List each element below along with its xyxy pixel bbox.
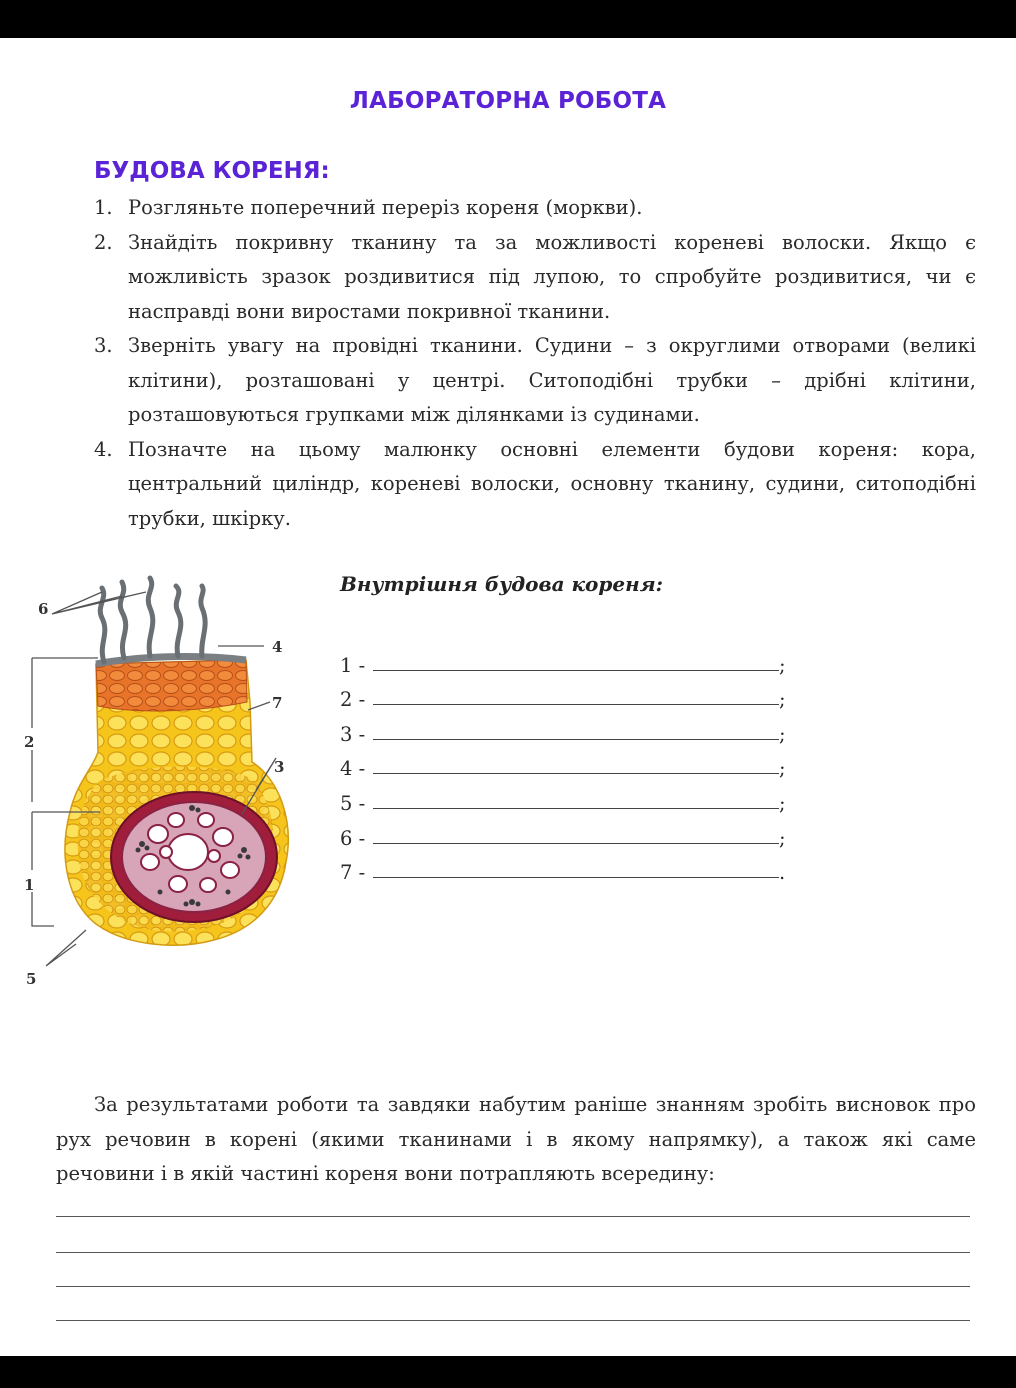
instruction-item	[94, 433, 976, 537]
outer-cortex-layer	[96, 660, 247, 711]
answer-row	[340, 815, 800, 850]
answer-label: 1 -	[340, 653, 372, 677]
answer-list	[340, 642, 800, 884]
answer-punct: ;	[779, 826, 786, 850]
diagram-label-4: 4	[272, 638, 283, 656]
answer-punct: ;	[779, 757, 786, 781]
step-text: Позначте на цьому малюнку основні елементи будови кореня: кора, центральний циліндр, кореневі волоски, основну тканину, судини, ситоподібні трубки, шкірку.	[128, 437, 976, 530]
writing-line[interactable]	[56, 1252, 970, 1253]
diagram-label-1: 1	[24, 876, 35, 894]
answer-row	[340, 780, 800, 815]
instruction-item	[94, 329, 976, 433]
writing-line[interactable]	[56, 1320, 970, 1321]
step-number: 2.	[94, 230, 113, 254]
answer-row	[340, 850, 800, 885]
step-number: 3.	[94, 334, 113, 357]
answer-row	[340, 642, 800, 677]
answer-row	[340, 677, 800, 712]
worksheet-page	[0, 38, 1016, 1356]
root-hairs	[100, 578, 205, 662]
step-text: Знайдіть покривну тканину та за можливості кореневі волоски. Якщо є можливість зразок роздивитися під лупою, то спробуйте роздивитися, чи є насправді вони виростами покривної тканини.	[128, 230, 976, 323]
answer-punct: ;	[779, 653, 786, 677]
answer-blank[interactable]	[373, 751, 779, 774]
writing-line[interactable]	[56, 1286, 970, 1287]
answer-blank[interactable]	[373, 786, 779, 809]
answer-label: 3 -	[340, 722, 372, 746]
root-cross-section-diagram	[18, 552, 318, 988]
writing-line[interactable]	[56, 1216, 970, 1217]
step-text: Зверніть увагу на провідні тканини. Судини – з округлими отворами (великі клітини), розташовані у центрі. Ситоподібні трубки – дрібні клітини, розташовуються групками між ділянками із судинами.	[128, 334, 976, 426]
step-number: 4.	[94, 437, 113, 461]
answer-blank[interactable]	[373, 821, 779, 844]
answer-blank[interactable]	[373, 682, 779, 705]
answer-punct: .	[779, 861, 786, 885]
diagram-label-6: 6	[38, 600, 49, 618]
section-title: БУДОВА КОРЕНЯ:	[94, 158, 330, 184]
instruction-item	[94, 226, 976, 330]
answer-blank[interactable]	[373, 648, 779, 671]
answer-label: 2 -	[340, 688, 372, 712]
answer-blank[interactable]	[373, 717, 779, 740]
answer-blank[interactable]	[373, 855, 779, 878]
diagram-label-5: 5	[26, 970, 37, 988]
answer-row	[340, 711, 800, 746]
answer-punct: ;	[779, 791, 786, 815]
diagram-label-3: 3	[274, 758, 285, 776]
conclusion-prompt: За результатами роботи та завдяки набутим раніше знанням зробіть висновок про рух речовин в корені (якими тканинами і в якому напрямку), а також які саме речовини і в якій частині кореня вони потрапляють всередину:	[56, 1093, 976, 1185]
answer-label: 4 -	[340, 757, 372, 781]
instructions-list	[94, 191, 976, 536]
diagram-label-7: 7	[272, 694, 283, 712]
answer-label: 7 -	[340, 861, 372, 885]
step-text: Розгляньте поперечний переріз кореня (моркви).	[128, 196, 643, 219]
diagram-label-2: 2	[24, 733, 35, 751]
answer-punct: ;	[779, 688, 786, 712]
figure-title: Внутрішня будова кореня:	[340, 572, 663, 596]
answer-row	[340, 746, 800, 781]
answer-label: 5 -	[340, 791, 372, 815]
instruction-item	[94, 191, 976, 226]
answer-label: 6 -	[340, 826, 366, 850]
lab-title: ЛАБОРАТОРНА РОБОТА	[349, 88, 667, 114]
answer-punct: ;	[779, 722, 786, 746]
step-number: 1.	[94, 196, 113, 219]
